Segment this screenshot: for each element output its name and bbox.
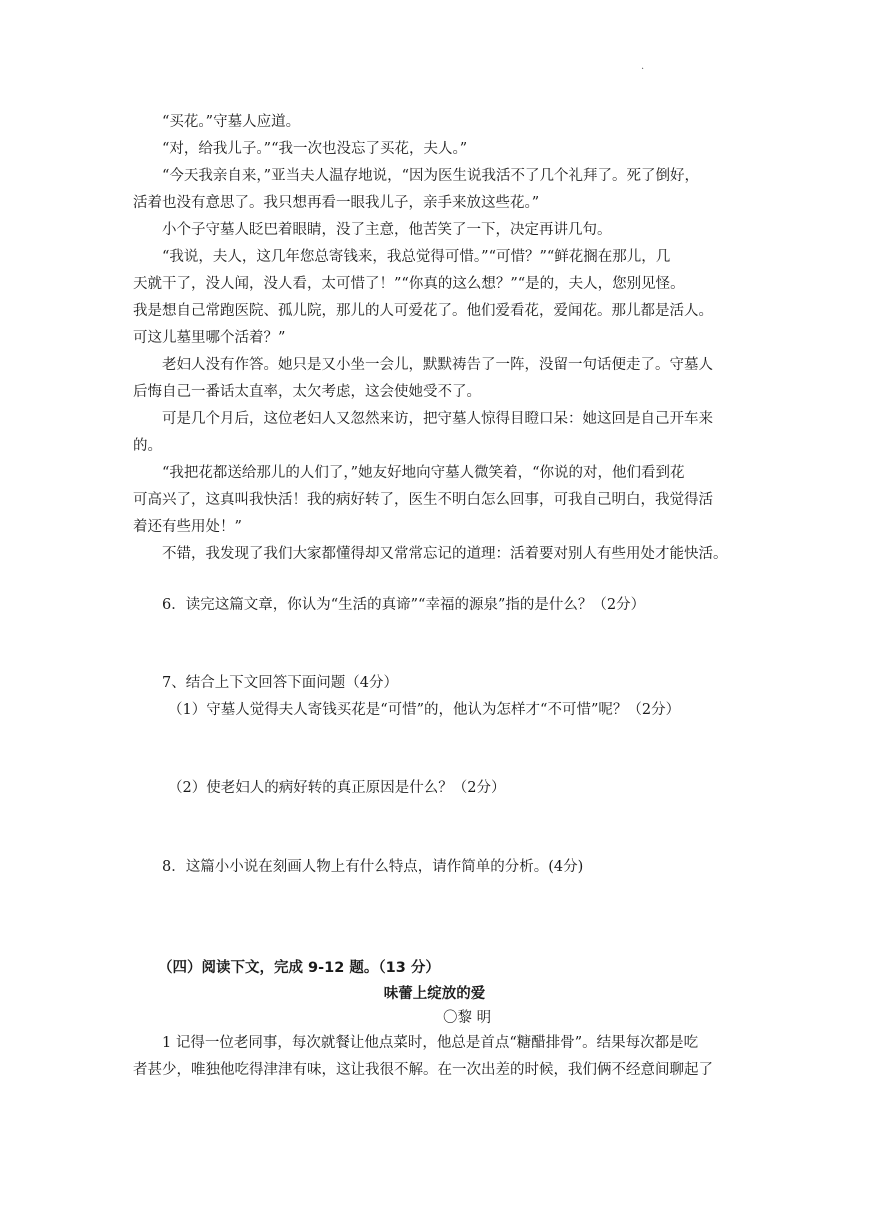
article-title: 味蕾上绽放的爱: [383, 986, 486, 1002]
story-paragraph-line: “我说，夫人，这几年您总寄钱来，我总觉得可惜。”“可惜？”“鲜花搁在那儿，几: [162, 249, 671, 265]
question-7-1: （1）守墓人觉得夫人寄钱买花是“可惜”的，他认为怎样才“不可惜”呢？（2分）: [168, 702, 681, 718]
question-7: 7、结合上下文回答下面问题（4分）: [162, 675, 398, 691]
question-6: 6．读完这篇文章，你认为“生活的真谛”“幸福的源泉”指的是什么？（2分）: [162, 597, 646, 613]
story-paragraph-line: 活着也没有意思了。我只想再看一眼我儿子，亲手来放这些花。”: [133, 195, 540, 211]
story-paragraph-line: 小个子守墓人眨巴着眼睛，没了主意，他苦笑了一下，决定再讲几句。: [162, 222, 612, 238]
story-paragraph-line: 可高兴了，这真叫我快活！我的病好转了，医生不明白怎么回事，可我自己明白，我觉得活: [133, 492, 713, 508]
article-paragraph-line: 者甚少，唯独他吃得津津有味，这让我很不解。在一次出差的时候，我们俩不经意间聊起了: [133, 1062, 713, 1078]
question-8: 8．这篇小小说在刻画人物上有什么特点，请作简单的分析。(4分): [162, 859, 584, 875]
question-7-2: （2）使老妇人的病好转的真正原因是什么？（2分）: [168, 780, 506, 796]
story-paragraph-line: “今天我亲自来，”亚当夫人温存地说，“因为医生说我活不了几个礼拜了。死了倒好，: [162, 168, 699, 184]
page-mark: ·: [641, 64, 645, 75]
section-heading: （四）阅读下文，完成 9-12 题。（13 分）: [158, 960, 440, 976]
story-paragraph-line: 着还有些用处！”: [133, 519, 242, 535]
story-paragraph-line: 的。: [133, 438, 162, 454]
story-paragraph-line: 后悔自己一番话太直率，太欠考虑，这会使她受不了。: [133, 384, 481, 400]
story-paragraph-line: 老妇人没有作答。她只是又小坐一会儿，默默祷告了一阵，没留一句话便走了。守墓人: [162, 357, 713, 373]
story-paragraph-line: “买花。”守墓人应道。: [162, 114, 301, 130]
story-paragraph-line: 可是几个月后，这位老妇人又忽然来访，把守墓人惊得目瞪口呆：她这回是自己开车来: [162, 411, 713, 427]
story-paragraph-line: “我把花都送给那儿的人们了，”她友好地向守墓人微笑着，“你说的对，他们看到花: [162, 465, 685, 481]
story-paragraph-line: 我是想自己常跑医院、孤儿院，那儿的人可爱花了。他们爱看花，爱闻花。那儿都是活人。: [133, 303, 713, 319]
story-paragraph-line: “对，给我儿子。”“我一次也没忘了买花，夫人。”: [162, 141, 468, 157]
article-paragraph-line: 1 记得一位老同事，每次就餐让他点菜时，他总是首点“糖醋排骨”。结果每次都是吃: [162, 1035, 699, 1051]
story-paragraph-line: 可这儿墓里哪个活着？”: [133, 330, 286, 346]
story-paragraph-line: 天就干了，没人闻，没人看，太可惜了！”“你真的这么想？”“是的，夫人，您别见怪。: [133, 276, 685, 292]
story-paragraph-line: 不错，我发现了我们大家都懂得却又常常忘记的道理：活着要对别人有些用处才能快活。: [162, 546, 728, 562]
article-author: 〇黎 明: [443, 1010, 492, 1026]
